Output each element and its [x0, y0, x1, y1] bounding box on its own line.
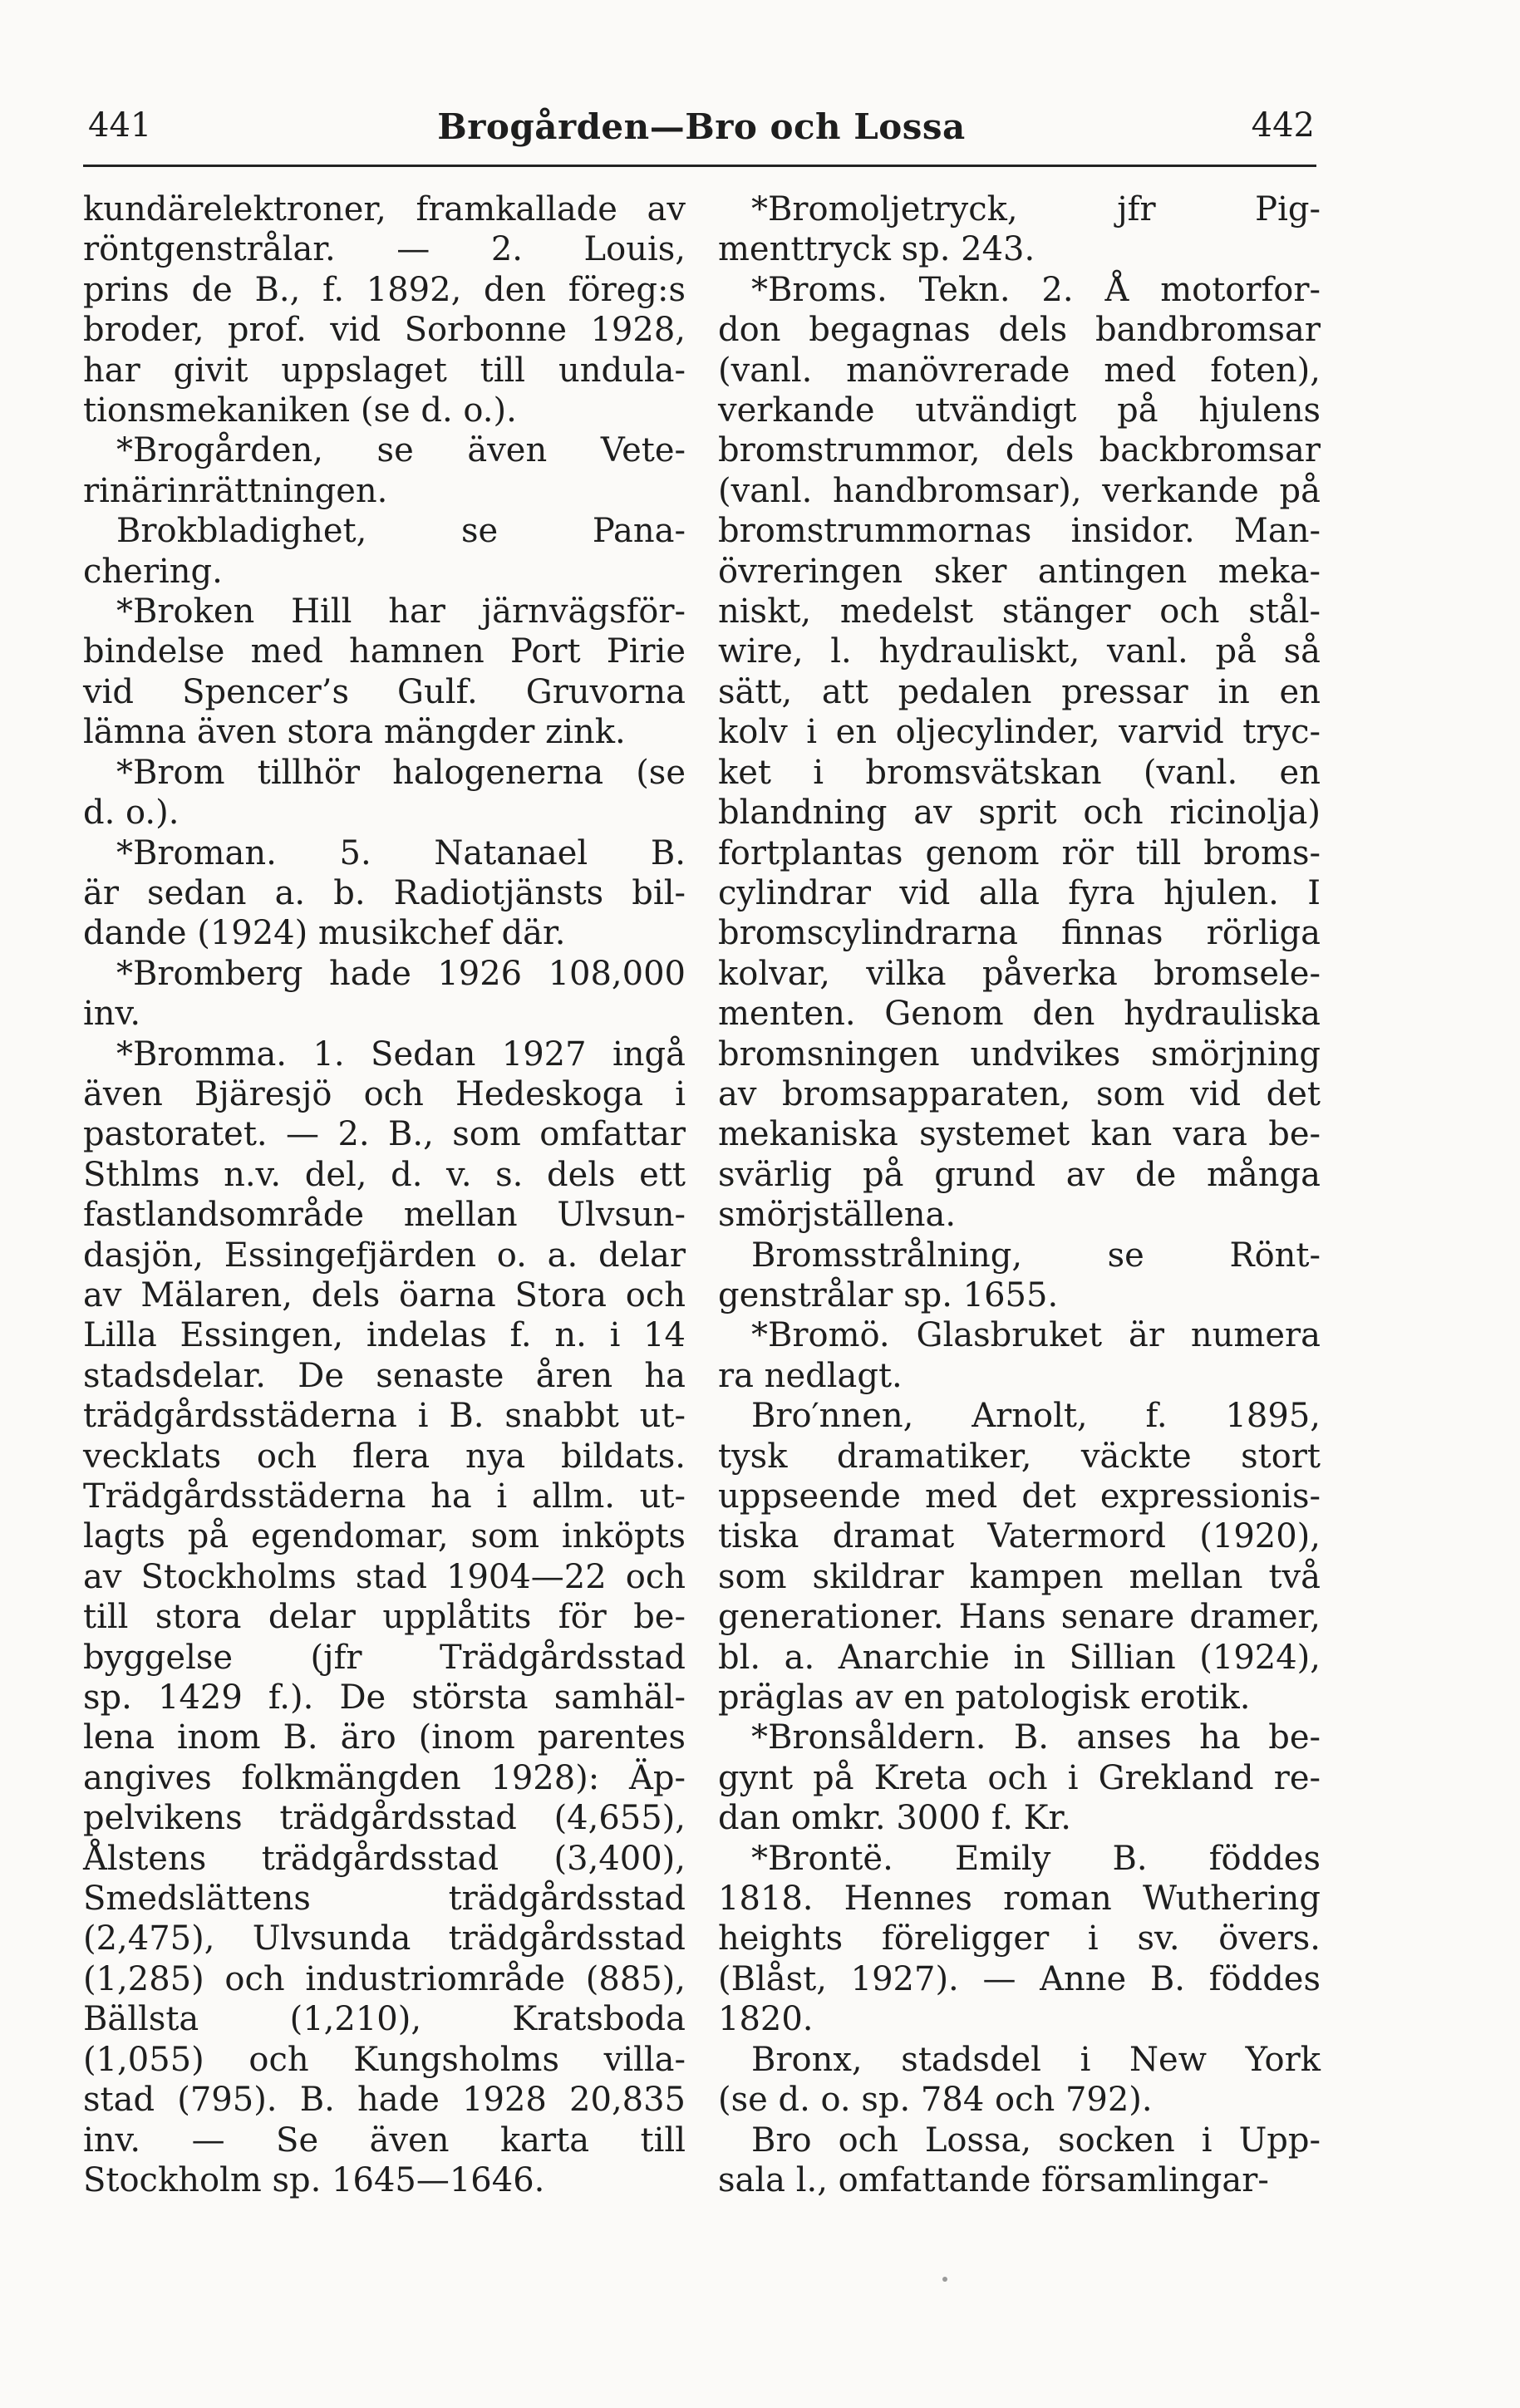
text-line: av bromsapparaten, som vid det — [718, 1074, 1321, 1113]
text-line: svärlig på grund av de många — [718, 1155, 1321, 1194]
text-line: som skildrar kampen mellan två — [718, 1557, 1321, 1596]
text-line: dande (1924) musikchef där. — [83, 914, 566, 953]
right-column — [718, 189, 1321, 2200]
page-header — [88, 106, 1315, 156]
text-line: angives folkmängden 1928): Äp- — [83, 1758, 686, 1797]
text-line: 1820. — [718, 2000, 814, 2039]
text-line: kolvar, vilka påverka bromsele- — [718, 954, 1321, 993]
text-line: genstrålar sp. 1655. — [718, 1275, 1059, 1315]
text-line: *Brogården, se även Vete- — [116, 431, 686, 470]
text-line: Trädgårdsstäderna ha i allm. ut- — [83, 1477, 686, 1516]
text-line: lena inom B. äro (inom parentes — [83, 1718, 686, 1757]
text-line: 1818. Hennes roman Wuthering — [718, 1880, 1321, 1919]
text-line: sala l., omfattande församlingar- — [718, 2160, 1269, 2199]
text-line: (1,055) och Kungsholms villa- — [83, 2040, 686, 2079]
text-line: *Broms. Tekn. 2. Å motorfor- — [751, 270, 1321, 309]
text-line: menttryck sp. 243. — [718, 230, 1035, 269]
text-line: Bro′nnen, Arnolt, f. 1895, — [751, 1397, 1321, 1436]
text-line: kolv i en oljecylinder, varvid tryc- — [718, 713, 1321, 752]
text-line: *Brontë. Emily B. föddes — [751, 1839, 1321, 1878]
text-line: verkande utvändigt på hjulens — [718, 391, 1321, 430]
text-line: *Broken Hill har järnvägsför- — [116, 592, 686, 631]
text-line: uppseende med det expressionis- — [718, 1477, 1321, 1516]
text-line: fastlandsområde mellan Ulvsun- — [83, 1196, 686, 1235]
text-line: (Blåst, 1927). — Anne B. föddes — [718, 1959, 1321, 1998]
text-line: mekaniska systemet kan vara be- — [718, 1115, 1321, 1154]
text-line: stad (795). B. hade 1928 20,835 — [83, 2081, 686, 2120]
text-line: Ålstens trädgårdsstad (3,400), — [83, 1839, 686, 1878]
text-line: *Bromma. 1. Sedan 1927 ingå — [116, 1034, 686, 1074]
header-rule — [83, 165, 1316, 167]
text-line: *Brom tillhör halogenerna (se — [116, 753, 686, 792]
text-line: (2,475), Ulvsunda trädgårdsstad — [83, 1919, 686, 1958]
text-line: (vanl. handbromsar), verkande på — [718, 471, 1321, 510]
text-line: chering. — [83, 552, 223, 591]
text-line: Bronx, stadsdel i New York — [751, 2040, 1321, 2079]
text-line: övreringen sker antingen meka- — [718, 552, 1321, 591]
running-title: Brogården—Bro och Lossa — [437, 106, 966, 147]
text-line: inv. — [83, 995, 141, 1034]
text-line: bl. a. Anarchie in Sillian (1924), — [718, 1638, 1321, 1677]
text-line: *Bromoljetryck, jfr Pig- — [751, 190, 1321, 229]
text-line: dasjön, Essingefjärden o. a. delar — [83, 1236, 686, 1275]
text-line: har givit uppslaget till undula- — [83, 351, 686, 390]
text-line: röntgenstrålar. — 2. Louis, — [83, 230, 686, 269]
text-line: pastoratet. — 2. B., som omfattar — [83, 1115, 686, 1154]
text-line: tionsmekaniken (se d. o.). — [83, 391, 517, 430]
text-line: menten. Genom den hydrauliska — [718, 995, 1321, 1034]
text-line: tysk dramatiker, väckte stort — [718, 1437, 1321, 1476]
text-line: fortplantas genom rör till broms- — [718, 833, 1321, 872]
text-line: pelvikens trädgårdsstad (4,655), — [83, 1799, 686, 1838]
text-line: präglas av en patologisk erotik. — [718, 1678, 1251, 1718]
text-line: don begagnas dels bandbromsar — [718, 311, 1321, 350]
text-line: bromscylindrarna finnas rörliga — [718, 914, 1321, 953]
text-line: bromsningen undvikes smörjning — [718, 1034, 1321, 1074]
text-line: *Bromberg hade 1926 108,000 — [116, 954, 686, 993]
text-line: heights föreligger i sv. övers. — [718, 1919, 1321, 1958]
text-line: lämna även stora mängder zink. — [83, 713, 626, 752]
text-line: d. o.). — [83, 794, 180, 833]
text-line: smörjställena. — [718, 1196, 957, 1235]
text-line: är sedan a. b. Radiotjänsts bil- — [83, 873, 686, 912]
text-line: gynt på Kreta och i Grekland re- — [718, 1758, 1321, 1797]
page-number-left: 441 — [88, 106, 152, 145]
text-line: stadsdelar. De senaste åren ha — [83, 1356, 686, 1395]
left-column — [83, 189, 686, 2200]
page-number-right: 442 — [1251, 106, 1315, 145]
text-line: cylindrar vid alla fyra hjulen. I — [718, 873, 1321, 912]
text-line: vid Spencer’s Gulf. Gruvorna — [83, 672, 686, 711]
text-line: inv. — Se även karta till — [83, 2121, 686, 2160]
text-line: bromstrummornas insidor. Man- — [718, 512, 1321, 551]
text-line: Bromsstrålning, se Rönt- — [751, 1236, 1321, 1275]
text-line: bromstrummor, dels backbromsar — [718, 431, 1321, 470]
text-line: Brokbladighet, se Pana- — [116, 512, 686, 551]
text-line: (vanl. manövrerade med foten), — [718, 351, 1321, 390]
text-line: Stockholm sp. 1645—1646. — [83, 2160, 545, 2199]
text-line: *Bromö. Glasbruket är numera — [751, 1316, 1321, 1355]
text-line: av Mälaren, dels öarna Stora och — [83, 1275, 686, 1315]
text-line: rinärinrättningen. — [83, 471, 388, 510]
text-line: även Bjäresjö och Hedeskoga i — [83, 1074, 686, 1113]
text-line: *Bronsåldern. B. anses ha be- — [751, 1718, 1321, 1757]
text-line: sp. 1429 f.). De största samhäl- — [83, 1678, 686, 1718]
text-line: Bro och Lossa, socken i Upp- — [751, 2121, 1321, 2160]
text-line: ra nedlagt. — [718, 1356, 903, 1395]
text-line: blandning av sprit och ricinolja) — [718, 794, 1321, 833]
text-line: av Stockholms stad 1904—22 och — [83, 1557, 686, 1596]
text-line: lagts på egendomar, som inköpts — [83, 1517, 686, 1556]
text-line: sätt, att pedalen pressar in en — [718, 672, 1321, 711]
text-line: prins de B., f. 1892, den föreg:s — [83, 270, 686, 309]
text-line: dan omkr. 3000 f. Kr. — [718, 1799, 1071, 1838]
text-line: till stora delar upplåtits för be- — [83, 1598, 686, 1637]
text-line: vecklats och flera nya bildats. — [83, 1437, 686, 1476]
text-line: bindelse med hamnen Port Pirie — [83, 632, 686, 671]
text-line: Lilla Essingen, indelas f. n. i 14 — [83, 1316, 686, 1355]
text-line: ket i bromsvätskan (vanl. en — [718, 753, 1321, 792]
text-line: niskt, medelst stänger och stål- — [718, 592, 1321, 631]
text-line: broder, prof. vid Sorbonne 1928, — [83, 311, 686, 350]
text-line: byggelse (jfr Trädgårdsstad — [83, 1638, 686, 1677]
text-line: generationer. Hans senare dramer, — [718, 1598, 1321, 1637]
text-line: Bällsta (1,210), Kratsboda — [83, 2000, 686, 2039]
text-line: (1,285) och industriområde (885), — [83, 1959, 686, 1998]
text-line: Sthlms n.v. del, d. v. s. dels ett — [83, 1155, 686, 1194]
text-line: (se d. o. sp. 784 och 792). — [718, 2081, 1153, 2120]
text-line: trädgårdsstäderna i B. snabbt ut- — [83, 1397, 686, 1436]
text-line: tiska dramat Vatermord (1920), — [718, 1517, 1321, 1556]
text-line: Smedslättens trädgårdsstad — [83, 1880, 686, 1919]
text-line: kundärelektroner, framkallade av — [83, 190, 686, 229]
paper-speck — [942, 2277, 947, 2282]
text-line: *Broman. 5. Natanael B. — [116, 833, 686, 872]
text-line: wire, l. hydrauliskt, vanl. på så — [718, 632, 1321, 671]
